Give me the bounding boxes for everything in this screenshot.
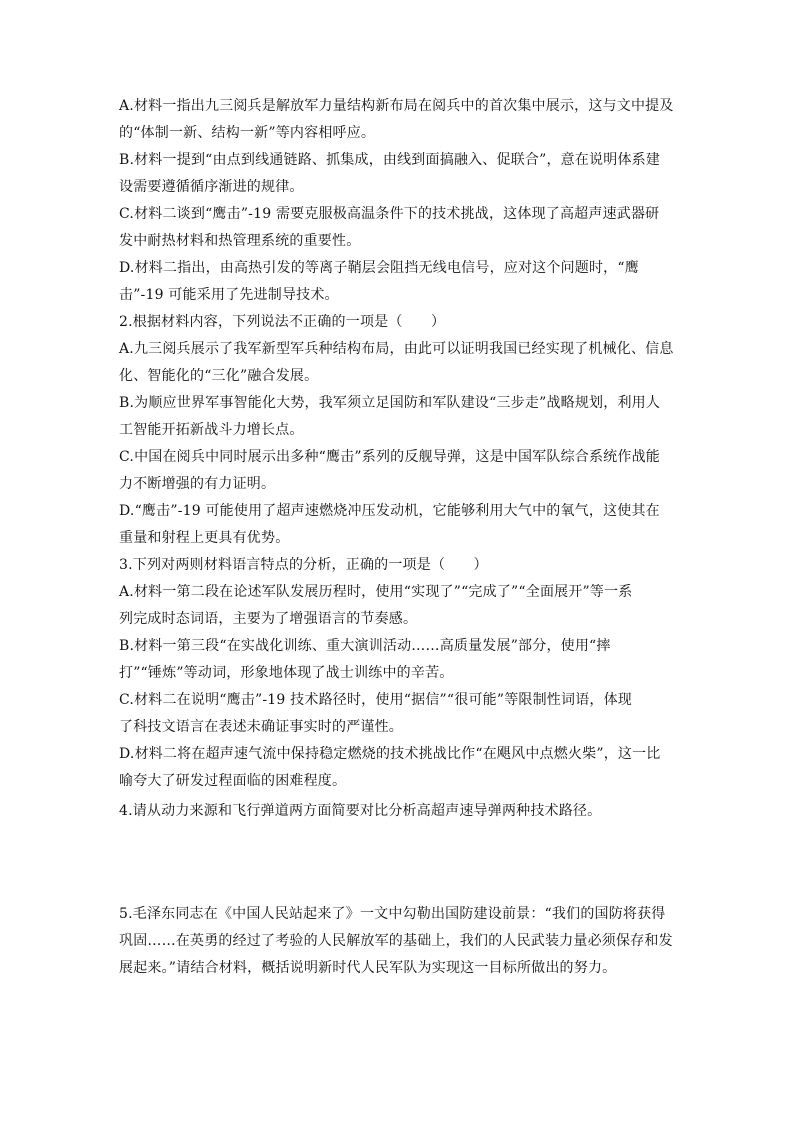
option-d-line-2: 击”-19 可能采用了先进制导技术。 — [119, 287, 339, 303]
option-d-line-1: D.材料二指出，由高热引发的等离子鞘层会阻挡无线电信号，应对这个问题时，“鹰 — [119, 260, 639, 276]
q2-option-c-line-2: 力不断增强的有力证明。 — [119, 476, 276, 492]
q3-option-b-line-1: B.材料一第三段“在实战化训练、重大演训活动……高质量发展”部分，使用“摔 — [119, 638, 611, 654]
question-5-line-3: 展起来。”请结合材料，概括说明新时代人民军队为实现这一目标所做出的努力。 — [119, 960, 617, 976]
q3-option-c-line-1: C.材料二在说明“鹰击”-19 技术路径时，使用“据信”“很可能”等限制性词语，体现 — [119, 692, 632, 708]
q2-option-a-line-2: 化、智能化的“三化”融合发展。 — [119, 368, 319, 384]
q2-option-c-line-1: C.中国在阅兵中同时展示出多种“鹰击”系列的反舰导弹，这是中国军队综合系统作战能 — [119, 449, 660, 465]
option-c-line-2: 发中耐热材料和热管理系统的重要性。 — [119, 233, 361, 249]
q3-option-b-line-2: 打”“锤炼”等动词，形象地体现了战士训练中的辛苦。 — [119, 665, 454, 681]
q3-option-d-line-1: D.材料二将在超声速气流中保持稳定燃烧的技术挑战比作“在飓风中点燃火柴”，这一比 — [119, 746, 661, 762]
question-2-stem: 2.根据材料内容，下列说法不正确的一项是（ ） — [119, 314, 446, 330]
q3-option-c-line-2: 了科技文语言在表述未确证事实时的严谨性。 — [119, 719, 403, 735]
question-3-stem: 3.下列对两则材料语言特点的分析，正确的一项是（ ） — [119, 557, 488, 573]
q3-option-d-line-2: 喻夸大了研发过程面临的困难程度。 — [119, 773, 347, 789]
q2-option-a-line-1: A.九三阅兵展示了我军新型军兵种结构布局，由此可以证明我国已经实现了机械化、信息 — [119, 341, 674, 357]
option-b-line-1: B.材料一提到“由点到线通链路、抓集成，由线到面搞融入、促联合”，意在说明体系建 — [119, 152, 661, 168]
q3-option-a-line-1: A.材料一第二段在论述军队发展历程时，使用“实现了”“完成了”“全面展开”等一系 — [119, 584, 633, 600]
option-a-line-2: 的“体制一新、结构一新”等内容相呼应。 — [119, 125, 376, 141]
option-a-line-1: A.材料一指出九三阅兵是解放军力量结构新布局在阅兵中的首次集中展示，这与文中提及 — [119, 98, 674, 114]
q3-option-a-line-2: 列完成时态词语，主要为了增强语言的节奏感。 — [119, 611, 418, 627]
option-b-line-2: 设需要遵循循序渐进的规律。 — [119, 179, 304, 195]
q2-option-b-line-2: 工智能开拓新战斗力增长点。 — [119, 422, 304, 438]
question-5-line-1: 5.毛泽东同志在《中国人民站起来了》一文中勾勒出国防建设前景：“我们的国防将获得 — [119, 906, 666, 922]
q2-option-b-line-1: B.为顺应世界军事智能化大势，我军须立足国防和军队建设“三步走”战略规划，利用人 — [119, 395, 661, 411]
q2-option-d-line-2: 重量和射程上更具有优势。 — [119, 530, 290, 546]
q2-option-d-line-1: D.“鹰击”-19 可能使用了超声速燃烧冲压发动机，它能够利用大气中的氧气，这使其在 — [119, 503, 660, 519]
question-4: 4.请从动力来源和飞行弹道两方面简要对比分析高超声速导弹两种技术路径。 — [119, 803, 602, 819]
question-5-line-2: 巩固……在英勇的经过了考验的人民解放军的基础上，我们的人民武装力量必须保存和发 — [119, 933, 673, 949]
option-c-line-1: C.材料二谈到“鹰击”-19 需要克服极高温条件下的技术挑战，这体现了高超声速武器研 — [119, 206, 660, 222]
